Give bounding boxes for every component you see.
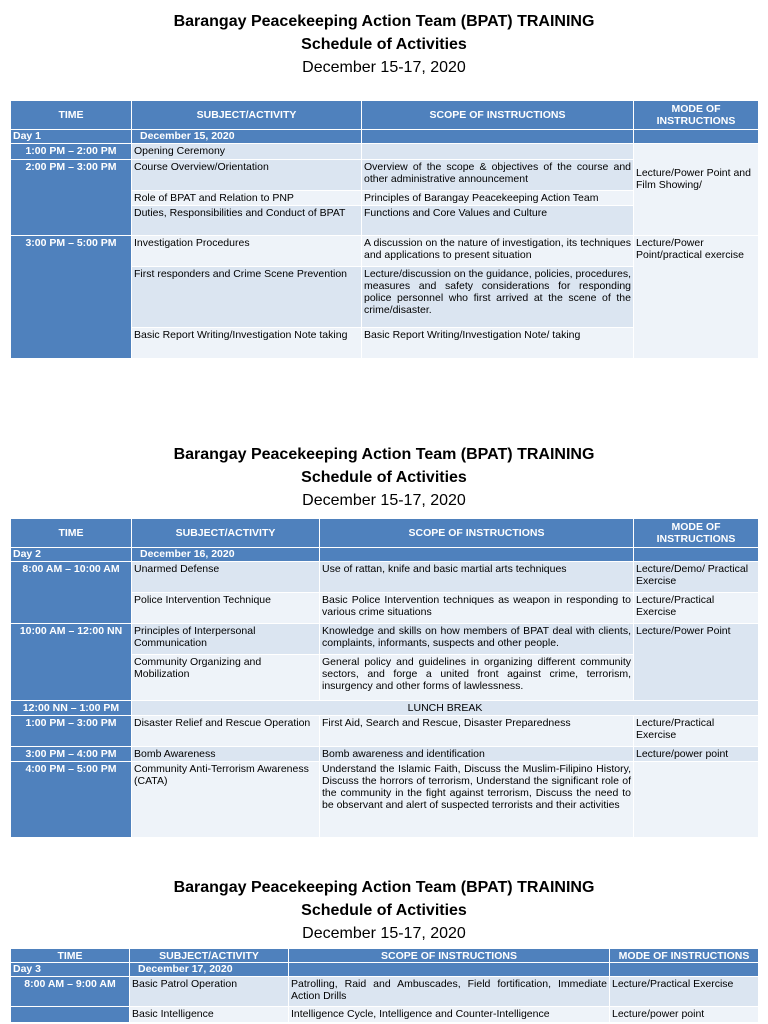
mode-cell: Lecture/power point (634, 747, 759, 762)
table-row (11, 562, 759, 593)
section-1-header (0, 10, 768, 79)
scope-cell: Use of rattan, knife and basic martial arts techniques (320, 562, 634, 593)
scope-cell: Intelligence Cycle, Intelligence and Counter-Intelligence (289, 1007, 610, 1023)
time-cell: 4:00 PM – 5:00 PM (11, 762, 132, 838)
day-date: December 15, 2020 (132, 130, 362, 144)
table-header-row (11, 949, 759, 963)
column-header-subject: SUBJECT/ACTIVITY (132, 101, 362, 130)
time-cell: 12:00 NN – 1:00 PM (11, 701, 132, 716)
subject-cell: Basic Patrol Operation (130, 977, 289, 1007)
subject-cell: Course Overview/Orientation (132, 160, 362, 191)
column-header-mode: MODE OF INSTRUCTIONS (610, 949, 759, 963)
document-title: Barangay Peacekeeping Action Team (BPAT) TRAINING (173, 446, 595, 463)
table-row (11, 977, 759, 1007)
day-date: December 16, 2020 (132, 548, 320, 562)
time-cell: 8:00 AM – 9:00 AM (11, 977, 130, 1007)
subject-cell: Role of BPAT and Relation to PNP (132, 191, 362, 206)
column-header-subject: SUBJECT/ACTIVITY (130, 949, 289, 963)
scope-cell: Basic Police Intervention techniques as weapon in responding to various crime situations (320, 593, 634, 624)
section-3-header (0, 876, 768, 945)
scope-cell: First Aid, Search and Rescue, Disaster Preparedness (320, 716, 634, 747)
column-header-scope: SCOPE OF INSTRUCTIONS (320, 519, 634, 548)
day-row (11, 963, 759, 977)
column-header-scope: SCOPE OF INSTRUCTIONS (289, 949, 610, 963)
document-dates: December 15-17, 2020 (302, 492, 466, 509)
subject-cell: Disaster Relief and Rescue Operation (132, 716, 320, 747)
subject-cell: First responders and Crime Scene Prevention (132, 267, 362, 328)
column-header-scope: SCOPE OF INSTRUCTIONS (362, 101, 634, 130)
table-row (11, 144, 759, 160)
document-subtitle: Schedule of Activities (301, 36, 467, 53)
mode-cell: Lecture/Practical Exercise (634, 716, 759, 747)
lunch-break-label: LUNCH BREAK (132, 701, 759, 716)
subject-cell: Duties, Responsibilities and Conduct of BPAT (132, 206, 362, 236)
table-row (11, 624, 759, 655)
table-header-row (11, 101, 759, 130)
scope-cell: Patrolling, Raid and Ambuscades, Field fortification, Immediate Action Drills (289, 977, 610, 1007)
scope-cell: Bomb awareness and identification (320, 747, 634, 762)
scope-cell: Overview of the scope & objectives of the course and other administrative announcement (362, 160, 634, 191)
column-header-time: TIME (11, 949, 130, 963)
subject-cell: Basic Intelligence (130, 1007, 289, 1023)
subject-cell: Bomb Awareness (132, 747, 320, 762)
mode-cell: Lecture/Power Point (634, 624, 759, 701)
document-subtitle: Schedule of Activities (301, 469, 467, 486)
column-header-time: TIME (11, 519, 132, 548)
time-cell: 3:00 PM – 5:00 PM (11, 236, 132, 359)
column-header-mode: MODE OF INSTRUCTIONS (634, 101, 759, 130)
document-dates: December 15-17, 2020 (302, 925, 466, 942)
day-row (11, 130, 759, 144)
time-cell: 3:00 PM – 4:00 PM (11, 747, 132, 762)
time-cell: 2:00 PM – 3:00 PM (11, 160, 132, 236)
schedule-table-day-3 (10, 948, 759, 1023)
mode-cell: Lecture/Practical Exercise (610, 977, 759, 1007)
day-date: December 17, 2020 (130, 963, 289, 977)
section-2-header (0, 443, 768, 512)
document-dates: December 15-17, 2020 (302, 59, 466, 76)
scope-cell: Understand the Islamic Faith, Discuss the Muslim-Filipino History, Discuss the horrors of terrorism, Understand the significant role of the community in the fight against terrorism, Discuss the need to be observant and alert of suspected terrorists and their activities (320, 762, 634, 838)
mode-cell: Lecture/Practical Exercise (634, 593, 759, 624)
lunch-row (11, 701, 759, 716)
table-header-row (11, 519, 759, 548)
document-subtitle: Schedule of Activities (301, 902, 467, 919)
mode-text: Lecture/Power Point and Film Showing/ (636, 167, 751, 191)
scope-cell: General policy and guidelines in organizing different community sectors, and forge a united front against crime, terrorism, insurgency and other forms of lawlessness. (320, 655, 634, 701)
time-cell: 1:00 PM – 2:00 PM (11, 144, 132, 160)
time-cell: 10:00 AM – 12:00 NN (11, 624, 132, 701)
mode-cell: Lecture/Demo/ Practical Exercise (634, 562, 759, 593)
scope-cell: Principles of Barangay Peacekeeping Action Team (362, 191, 634, 206)
schedule-table-day-2 (10, 518, 759, 838)
column-header-mode: MODE OF INSTRUCTIONS (634, 519, 759, 548)
table-row (11, 1007, 759, 1023)
subject-cell: Unarmed Defense (132, 562, 320, 593)
subject-cell: Principles of Interpersonal Communication (132, 624, 320, 655)
day-row (11, 548, 759, 562)
subject-cell: Community Organizing and Mobilization (132, 655, 320, 701)
day-label: Day 3 (11, 963, 130, 977)
scope-cell: Lecture/discussion on the guidance, policies, procedures, measures and safety considerations for responding police personnel who first arrived at the scene of the crime/disaster. (362, 267, 634, 328)
scope-cell: Basic Report Writing/Investigation Note/ taking (362, 328, 634, 359)
mode-cell (634, 144, 759, 236)
document-title: Barangay Peacekeeping Action Team (BPAT) TRAINING (173, 13, 595, 30)
subject-cell: Investigation Procedures (132, 236, 362, 267)
document-title: Barangay Peacekeeping Action Team (BPAT) TRAINING (173, 879, 595, 896)
table-row (11, 236, 759, 267)
table-row (11, 762, 759, 838)
scope-cell: Functions and Core Values and Culture (362, 206, 634, 236)
subject-cell: Opening Ceremony (132, 144, 362, 160)
table-row (11, 716, 759, 747)
scope-cell: A discussion on the nature of investigation, its techniques and applications to present situation (362, 236, 634, 267)
mode-cell: Lecture/power point (610, 1007, 759, 1023)
scope-cell: Knowledge and skills on how members of BPAT deal with clients, complaints, informants, suspects and other people. (320, 624, 634, 655)
schedule-table-day-1 (10, 100, 759, 359)
subject-cell: Community Anti-Terrorism Awareness (CATA) (132, 762, 320, 838)
day-label: Day 2 (11, 548, 132, 562)
mode-cell: Lecture/Power Point/practical exercise (634, 236, 759, 359)
table-row (11, 747, 759, 762)
subject-cell: Basic Report Writing/Investigation Note taking (132, 328, 362, 359)
day-label: Day 1 (11, 130, 132, 144)
column-header-time: TIME (11, 101, 132, 130)
time-cell: 1:00 PM – 3:00 PM (11, 716, 132, 747)
time-cell: 8:00 AM – 10:00 AM (11, 562, 132, 624)
mode-cell (634, 762, 759, 838)
subject-cell: Police Intervention Technique (132, 593, 320, 624)
column-header-subject: SUBJECT/ACTIVITY (132, 519, 320, 548)
